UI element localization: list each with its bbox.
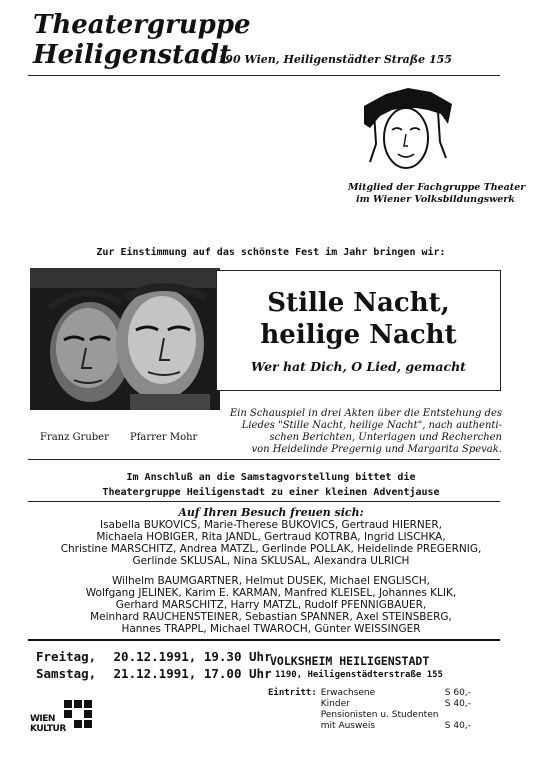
performance-date: 20.12.1991, — [113, 649, 197, 664]
wien-kultur-logo — [30, 700, 102, 742]
performance-time: 19.30 Uhr — [203, 649, 272, 664]
play-title-line1: Stille Nacht, — [267, 288, 450, 318]
cast-group-men — [0, 575, 542, 635]
section-divider — [28, 501, 500, 502]
cast-heading: Auf Ihren Besuch freuen sich: — [178, 506, 364, 519]
performance-day: Samstag, — [36, 666, 97, 681]
venue-address: 1190, Heiligenstädterstraße 155 — [275, 670, 443, 680]
admission-price — [445, 710, 475, 721]
cast-line: Wolfgang JELINEK, Karim E. KARMAN, Manfred KLEISEL, Johannes KLIK, — [85, 587, 457, 599]
theater-mask-icon — [356, 84, 456, 176]
admission-row — [268, 710, 475, 721]
admission-label: Eintritt: — [268, 688, 317, 698]
admission-category: mit Ausweis — [320, 721, 376, 731]
intro-text: Zur Einstimmung auf das schönste Fest im Jahr bringen wir: — [96, 247, 446, 258]
admission-category: Kinder — [320, 699, 350, 709]
caption-franz-gruber: Franz Gruber — [40, 432, 109, 443]
admission-category: Pensionisten u. Studenten — [320, 710, 439, 720]
cast-line: Isabella BUKOVICS, Marie-Therese BUKOVICS, Gertraud HIERNER, — [99, 519, 443, 531]
advent-note — [0, 470, 542, 500]
advent-line2: Theatergruppe Heiligenstadt zu einer kleinen Adventjause — [102, 487, 440, 498]
cast-line: Gerhard MARSCHITZ, Harry MATZL, Rudolf PFENNIGBAUER, — [115, 599, 427, 611]
admission-price: S 60,- — [444, 688, 471, 698]
performance-time: 17.00 Uhr — [203, 666, 272, 681]
admission-row — [268, 721, 475, 732]
description-line: Liedes "Stille Nacht, heilige Nacht", nach authenti- — [241, 420, 502, 431]
cast-line: Michaela HOBIGER, Rita JANDL, Gertraud KOTRBA, Ingrid LISCHKA, — [96, 531, 446, 543]
membership-line2: im Wiener Volksbildungswerk — [356, 194, 515, 205]
org-address: 1190 Wien, Heiligenstädter Straße 155 — [210, 53, 452, 66]
membership-line1: Mitglied der Fachgruppe Theater — [348, 182, 526, 193]
play-title-box — [216, 270, 501, 391]
admission-block — [268, 688, 475, 732]
admission-table — [268, 688, 475, 732]
portrait-engraving-image — [30, 268, 220, 410]
admission-price: S 40,- — [444, 699, 471, 709]
cast-line: Christine MARSCHITZ, Andrea MATZL, Gerlinde POLLAK, Heidelinde PREGERNIG, — [60, 543, 482, 555]
performance-row — [36, 648, 272, 665]
admission-row — [268, 699, 475, 710]
cast-line: Hannes TRAPPL, Michael TWAROCH, Günter WEISSINGER — [121, 623, 421, 635]
section-divider — [28, 459, 500, 460]
play-title-line2: heilige Nacht — [260, 320, 457, 350]
caption-pfarrer-mohr: Pfarrer Mohr — [130, 432, 198, 443]
performance-dates — [36, 648, 272, 682]
performance-date: 21.12.1991, — [113, 666, 197, 681]
performance-day: Freitag, — [36, 649, 97, 664]
venue-name: VOLKSHEIM HEILIGENSTADT — [270, 654, 430, 668]
admission-price: S 40,- — [444, 721, 471, 731]
cast-line: Wilhelm BAUMGARTNER, Helmut DUSEK, Michael ENGLISCH, — [111, 575, 431, 587]
cast-line: Gerlinde SKLUSAL, Nina SKLUSAL, Alexandra ULRICH — [132, 555, 410, 567]
logo-text-line1: WIEN — [30, 714, 55, 724]
section-divider — [28, 639, 500, 641]
description-line: Ein Schauspiel in drei Akten über die Entstehung des — [229, 408, 502, 419]
play-description — [212, 408, 502, 456]
advent-line1: Im Anschluß an die Samstagvorstellung bittet die — [126, 472, 416, 483]
header-divider — [28, 75, 500, 76]
play-subtitle: Wer hat Dich, O Lied, gemacht — [251, 359, 466, 374]
org-name-line2: Heiligenstadt — [33, 40, 232, 70]
admission-row — [268, 688, 475, 699]
cast-line: Meinhard RAUCHENSTEINER, Sebastian SPANNER, Axel STEINSBERG, — [90, 611, 452, 623]
cast-group-women — [0, 519, 542, 567]
org-name-line1: Theatergruppe — [33, 10, 251, 40]
description-line: von Heidelinde Pregernig und Margarita Spevak. — [251, 444, 502, 455]
logo-text-line2: KULTUR — [30, 724, 66, 734]
description-line: schen Berichten, Unterlagen und Recherchen — [269, 432, 502, 443]
admission-category: Erwachsene — [320, 688, 376, 698]
performance-row — [36, 665, 272, 682]
